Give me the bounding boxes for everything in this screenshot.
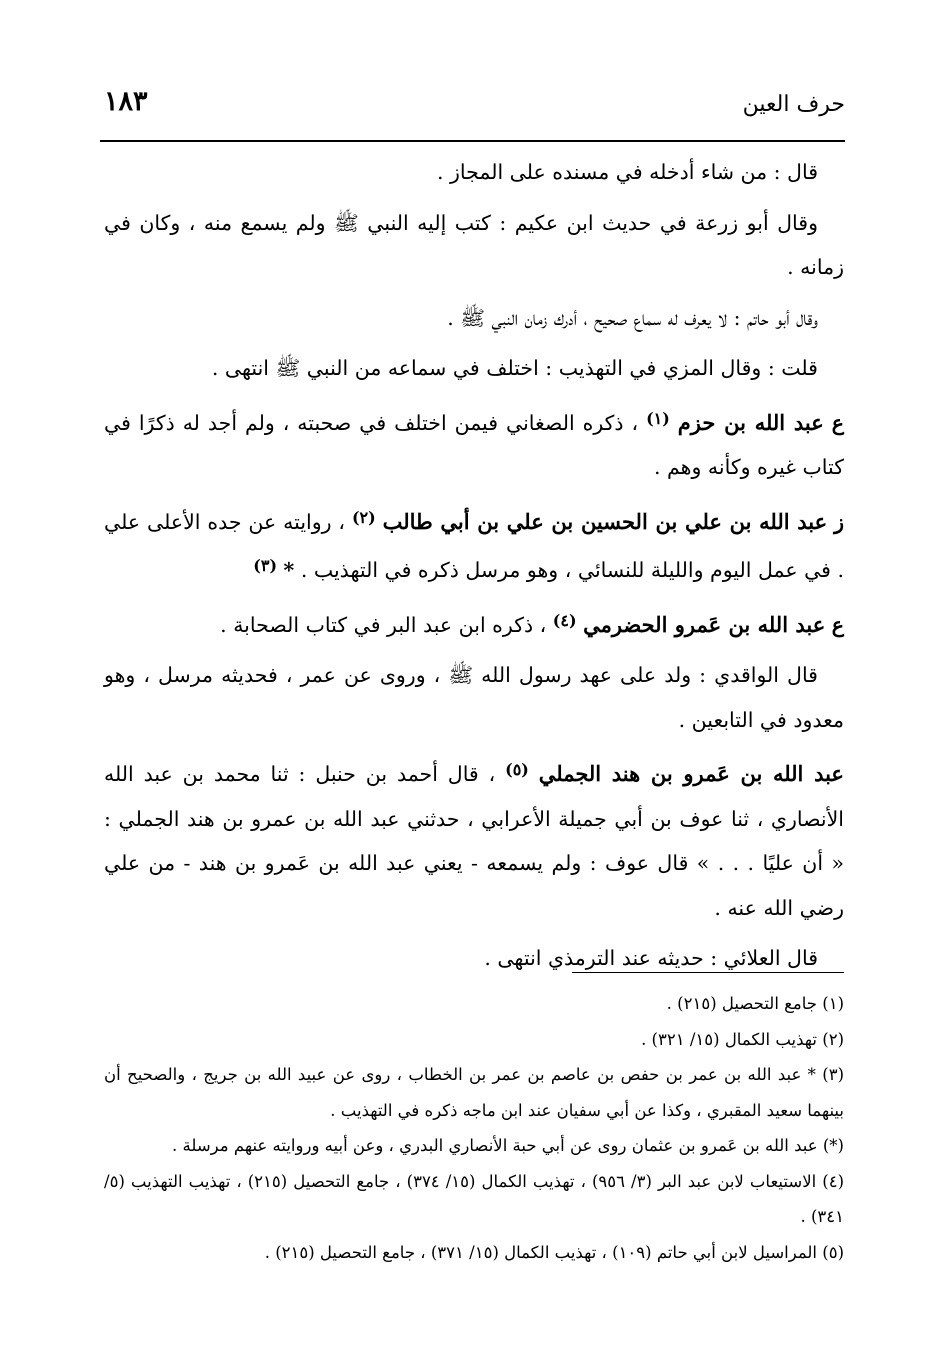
paragraph: قال الواقدي : ولد على عهد رسول الله ﷺ ، وروى عن عمر ، فحديثه مرسل ، وهو معدود في التابعين . xyxy=(104,663,844,732)
source-symbol: ز xyxy=(834,509,844,534)
footnotes xyxy=(104,986,844,1270)
main-text xyxy=(104,150,844,987)
footnote-marker: (١) xyxy=(646,408,670,428)
entry-text: ، ذكره ابن عبد البر في كتاب الصحابة . xyxy=(220,612,547,637)
entry-name: عبد الله بن حزم xyxy=(677,409,824,435)
footnote: (٥) المراسيل لابن أبي حاتم (١٠٩) ، تهذيب الكمال (١٥/ ٣٧١) ، جامع التحصيل (٢١٥) . xyxy=(264,1242,844,1262)
source-symbol: ع xyxy=(831,612,844,637)
footnote-marker: (٤) xyxy=(552,610,577,630)
paragraph: قال العلائي : حديثه عند الترمذي انتهى . xyxy=(484,946,818,970)
entry-name: عبد الله بن علي بن الحسين بن علي بن أبي طالب xyxy=(382,508,828,534)
biography-entry xyxy=(104,599,844,648)
running-head: حرف العين xyxy=(742,92,845,117)
header-rule xyxy=(100,140,845,142)
asterisk-mark: * xyxy=(283,558,295,582)
page-number: ١٨٣ xyxy=(104,86,148,117)
source-symbol: ع xyxy=(831,410,844,435)
paragraph: قال : من شاء أدخله في مسنده على المجاز . xyxy=(436,160,818,184)
footnote: (٢) تهذيب الكمال (١٥/ ٣٢١) . xyxy=(641,1029,844,1049)
paragraph: وقال أبو زرعة في حديث ابن عكيم : كتب إليه النبي ﷺ ولم يسمع منه ، وكان في زمانه . xyxy=(104,210,844,279)
biography-entry xyxy=(104,496,844,593)
biography-entry xyxy=(104,748,844,930)
biography-entry xyxy=(104,397,844,490)
footnote: (٤) الاستيعاب لابن عبد البر (٣/ ٩٥٦) ، تهذيب الكمال (١٥/ ٣٧٤) ، جامع التحصيل (٢١٥) ، تهذيب التهذيب (٥/ ٣٤١) . xyxy=(104,1171,844,1226)
footnote-marker: (٥) xyxy=(505,760,529,779)
page-header xyxy=(100,86,845,126)
footnote: (*) عبد الله بن عَمرو بن عثمان روى عن أبي حبة الأنصاري البدري ، وعن أبيه وروايته عنهم مرسلة . xyxy=(172,1136,844,1155)
entry-text: ، روايته عن جده الأعلى علي . في عمل اليوم والليلة للنسائي ، وهو مرسل ذكره في التهذيب . xyxy=(104,509,844,582)
footnote: (٣) * عبد الله بن عمر بن حفص بن عاصم بن عمر بن الخطاب ، روى عن عبيد الله بن جريج ، والصحيح أن بينهما سعيد المقبري ، وكذا عن أبي سفيان عند ابن ماجه ذكره في التهذيب . xyxy=(104,1065,844,1120)
paragraph: وقال أبو حاتم : لا يعرف له سماع صحيح ، أدرك زمان النبي ﷺ . xyxy=(447,305,818,330)
footnote-rule xyxy=(572,972,844,973)
entry-text: ، قال أحمد بن حنبل : ثنا محمد بن عبد الله الأنصاري ، ثنا عوف بن أبي جميلة الأعرابي ، حدثني عبد الله بن عمرو بن هند الجملي : « أن عليًا . . . » قال عوف : ولم يسمعه - يعني عبد الله بن عَمرو بن هند - من علي رضي الله عنه . xyxy=(104,762,844,920)
paragraph: قلت : وقال المزي في التهذيب : اختلف في سماعه من النبي ﷺ انتهى . xyxy=(211,356,818,380)
entry-name: عبد الله بن عَمرو الحضرمي xyxy=(583,611,826,637)
footnote: (١) جامع التحصيل (٢١٥) . xyxy=(666,994,844,1013)
entry-name: عبد الله بن عَمرو بن هند الجملي xyxy=(538,761,844,786)
entry-text: ، ذكره الصغاني فيمن اختلف في صحبته ، ولم أجد له ذكرًا في كتاب غيره وكأنه وهم . xyxy=(104,410,844,479)
footnote-marker: (٢) xyxy=(351,507,376,527)
footnote-marker: (٣) xyxy=(253,556,278,575)
